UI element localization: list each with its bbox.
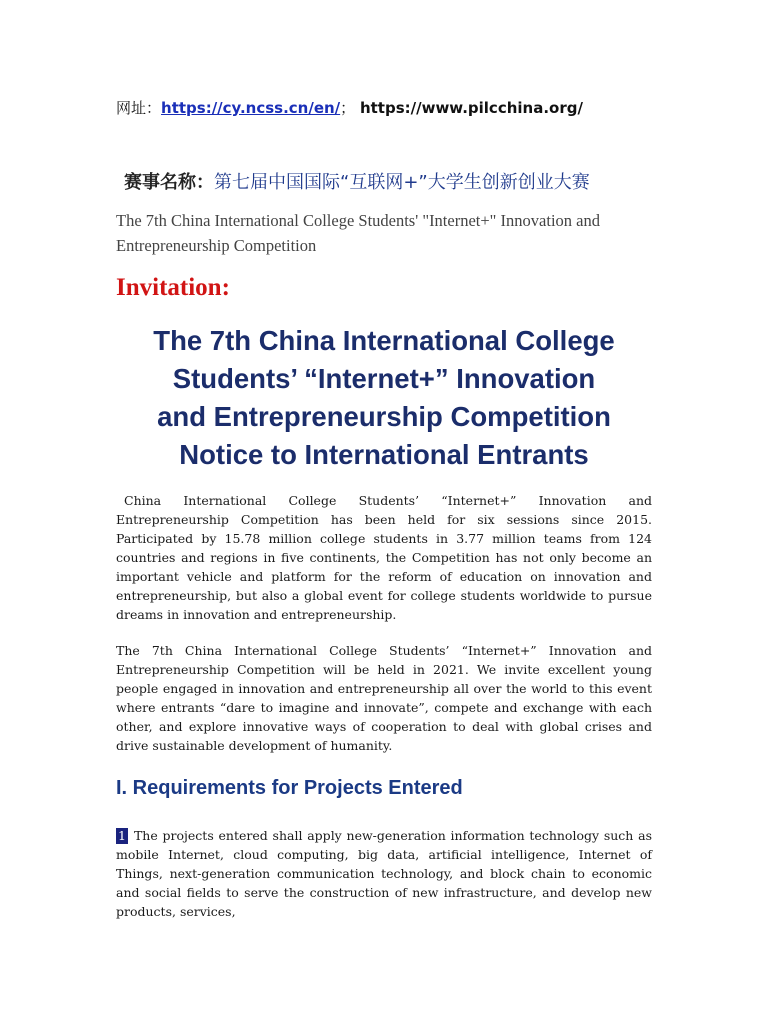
url-separator: ； bbox=[340, 99, 356, 117]
website-line bbox=[116, 97, 583, 118]
requirement-item bbox=[116, 826, 652, 921]
pilcchina-url: https://www.pilcchina.org/ bbox=[359, 99, 583, 117]
invitation-heading: Invitation: bbox=[116, 274, 230, 301]
ncss-link[interactable]: https://cy.ncss.cn/en/ bbox=[161, 99, 341, 117]
competition-name-value: 第七届中国国际“互联网+”大学生创新创业大赛 bbox=[214, 172, 590, 193]
title-line: The 7th China International College bbox=[153, 325, 615, 356]
title-line: Notice to International Entrants bbox=[179, 439, 589, 470]
requirement-text: The projects entered shall apply new-generation information technology such as mobile Internet, cloud computing, big data, artificial intelligence, Internet of Things, next-generation communication technology, and block chain to economic and social fields to serve the construction of new infrastructure, and develop new products, services, bbox=[116, 828, 652, 919]
competition-name-chinese bbox=[124, 168, 590, 194]
competition-name-label: 赛事名称： bbox=[124, 172, 214, 193]
item-number-marker: 1 bbox=[118, 828, 126, 843]
invite-paragraph: The 7th China International College Students’ “Internet+” Innovation and Entrepreneurship Competition will be held in 2021. We invite excellent young people engaged in innovation and entrepreneurship all over the world to this event where entrants “dare to imagine and innovate”, compete and exchange with each other, and explore innovative ways of cooperation to deal with global crises and drive sustainable development of humanity. bbox=[116, 643, 652, 753]
intro-paragraph: China International College Students’ “Internet+” Innovation and Entrepreneurship Competition has been held for six sessions since 2015. Participated by 15.78 million college students in 3.77 million teams from 124 countries and regions in five continents, the Competition has not only become an important vehicle and platform for the reform of education on innovation and entrepreneurship, but also a global event for college students worldwide to pursue dreams in innovation and entrepreneurship. bbox=[116, 493, 652, 622]
competition-name-english: The 7th China International College Students' "Internet+" Innovation and Entrepreneurship Competition bbox=[116, 211, 600, 255]
website-label: 网址： bbox=[116, 99, 162, 117]
title-line: Students’ “Internet+” Innovation bbox=[172, 363, 596, 394]
requirements-heading: I. Requirements for Projects Entered bbox=[116, 777, 463, 799]
title-line: and Entrepreneurship Competition bbox=[157, 401, 611, 432]
notice-title bbox=[100, 322, 668, 474]
